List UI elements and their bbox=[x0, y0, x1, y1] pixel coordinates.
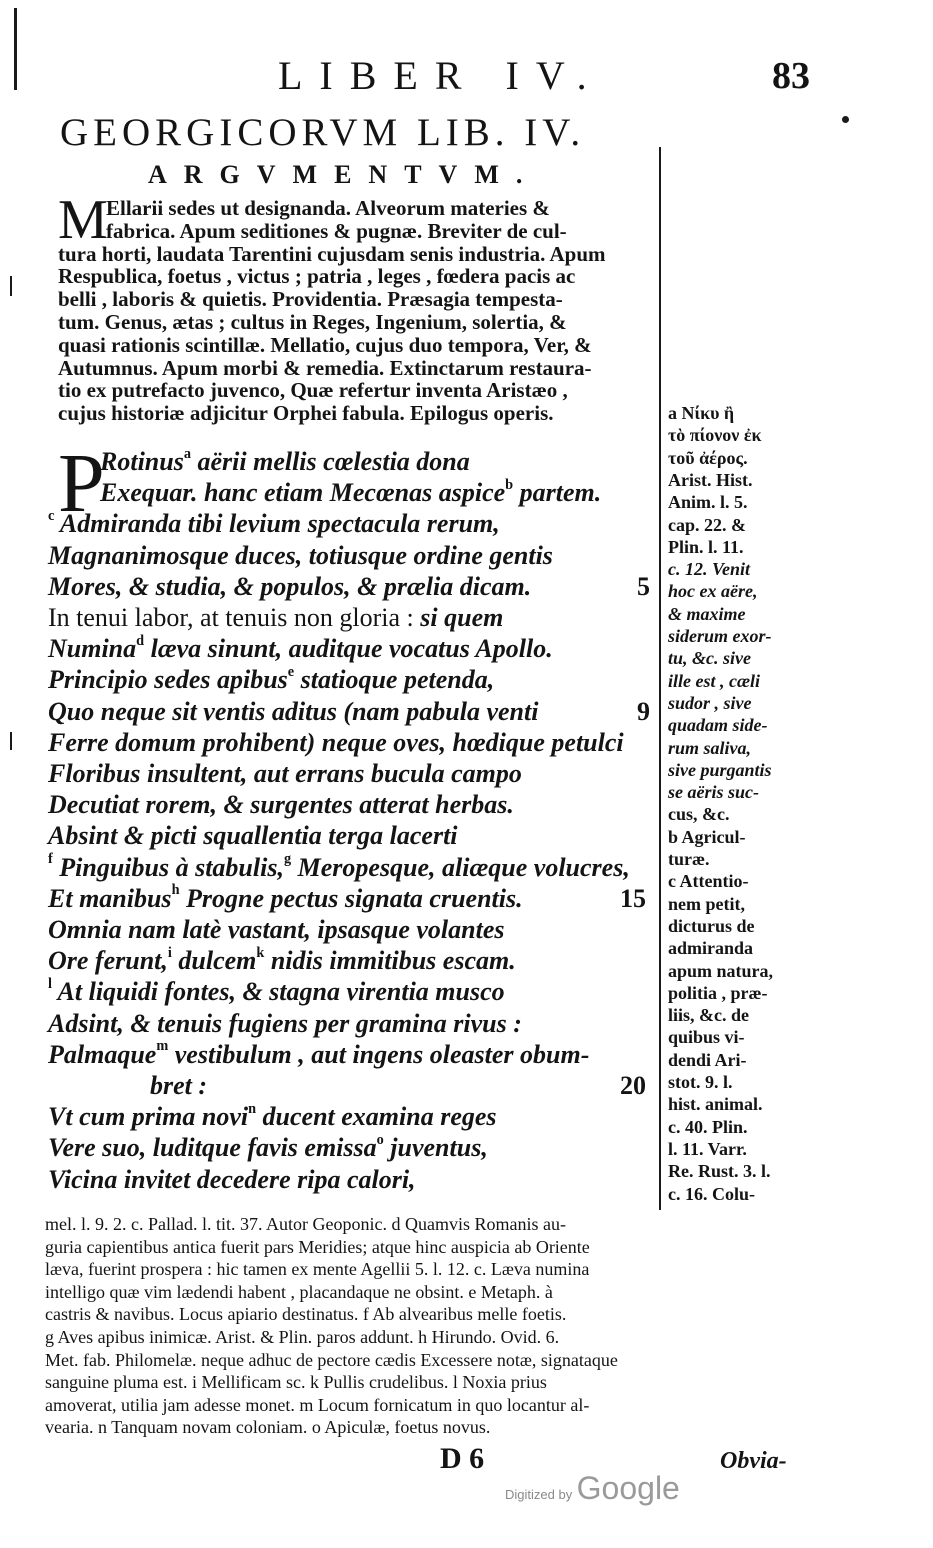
line-number: 20 bbox=[620, 1071, 646, 1100]
verse-text: Et manibus bbox=[48, 883, 172, 913]
side-note-line: tu, &c. sive bbox=[668, 648, 751, 669]
verse-line bbox=[48, 790, 514, 820]
margin-mark-mid bbox=[10, 276, 12, 296]
side-note-line: cus, &c. bbox=[668, 804, 730, 825]
verse-line bbox=[48, 1165, 416, 1195]
verse-line bbox=[48, 572, 531, 602]
side-note-line: a Νίκυ ἢ bbox=[668, 403, 735, 423]
verse-line bbox=[48, 977, 505, 1007]
verse-line bbox=[48, 1102, 497, 1132]
note-ref: f bbox=[48, 851, 53, 868]
footnote-line: mel. l. 9. 2. c. Pallad. l. tit. 37. Autor Geoponic. d Quamvis Romanis au- bbox=[45, 1214, 566, 1234]
line-number: 15 bbox=[620, 883, 646, 913]
digitized-watermark bbox=[505, 1470, 680, 1507]
side-note-line: turæ. bbox=[668, 849, 710, 869]
note-ref: e bbox=[287, 663, 295, 680]
verse-line bbox=[48, 853, 630, 883]
verse-text: Vicina invitet decedere ripa calori, bbox=[48, 1164, 416, 1194]
side-note-line: b Agricul- bbox=[668, 826, 746, 847]
side-note-line: sive purgantis bbox=[668, 759, 772, 780]
argument-line: belli , laboris & quietis. Providentia. Præsagia tempesta- bbox=[58, 287, 563, 312]
note-ref: h bbox=[171, 882, 180, 899]
side-note-line: c. 16. Colu- bbox=[668, 1183, 755, 1204]
argument-line: cujus historiæ adjicitur Orphei fabula. Epilogus operis. bbox=[58, 401, 554, 426]
side-note-line: rum saliva, bbox=[668, 737, 752, 758]
verse-line bbox=[48, 603, 503, 633]
side-note-line: Re. Rust. 3. l. bbox=[668, 1161, 771, 1182]
verse-line bbox=[48, 697, 538, 727]
verse-line bbox=[48, 665, 494, 695]
verse-line bbox=[48, 1040, 589, 1070]
verse-text: bret : bbox=[150, 1071, 208, 1100]
side-note-line: quadam side- bbox=[668, 715, 768, 736]
footnote-line: vearia. n Tanquam novam coloniam. o Apiculæ, foetus novus. bbox=[45, 1417, 491, 1438]
argument-drop-cap: M bbox=[58, 189, 108, 251]
verse-text: Rotinus bbox=[100, 447, 184, 476]
signature-mark: D 6 bbox=[440, 1442, 485, 1475]
footnote-line: amoverat, utilia jam adesse monet. m Locum fornicatum in quo locantur al- bbox=[45, 1394, 590, 1415]
side-note-line: hoc ex aëre, bbox=[668, 581, 758, 602]
side-note-line: τὸ πίονον ἐκ bbox=[668, 425, 762, 446]
side-note-line: siderum exor- bbox=[668, 626, 772, 646]
argument-line: tio ex putrefacto juvenco, Quæ refertur inventa Aristæo , bbox=[58, 378, 568, 403]
note-ref: o bbox=[376, 1131, 384, 1148]
side-note-line: τοῦ ἀέρος. bbox=[668, 447, 748, 468]
verse-text: At liquidi fontes, & stagna virentia musco bbox=[57, 977, 505, 1007]
verse-text: dulcem bbox=[171, 946, 257, 976]
margin-mark-top bbox=[14, 8, 17, 90]
note-ref: g bbox=[283, 851, 292, 868]
argument-line: fabrica. Apum seditiones & pugnæ. Breviter de cul- bbox=[106, 218, 567, 243]
verse-text: Vere suo, luditque favis emissa bbox=[48, 1133, 377, 1163]
footnote-line: læva, fuerint prospera : hic tamen ex mente Agellii 5. l. 12. c. Læva numina bbox=[45, 1259, 590, 1280]
argument-line: tura horti, laudata Tarentini cujusdam senis industria. Apum bbox=[58, 241, 606, 266]
verse-text: Floribus insultent, aut errans bucula campo bbox=[48, 759, 522, 788]
argument-line: quasi rationis scintillæ. Mellatio, cujus duo tempora, Ver, & bbox=[58, 332, 592, 357]
footnote-line: intelligo quæ vim lædendi habent , placandaque ne obsint. e Metaph. à bbox=[45, 1281, 553, 1302]
note-ref: k bbox=[256, 944, 265, 961]
verse-text: ducent examina reges bbox=[256, 1102, 497, 1132]
footnote-line: guria capientibus antica fuerit pars Meridies; atque hinc auspicia ab Oriente bbox=[45, 1236, 590, 1257]
note-ref: l bbox=[48, 975, 52, 992]
verse-line bbox=[150, 1071, 207, 1101]
verse-text: Exequar. hanc etiam Mecœnas aspice bbox=[100, 478, 506, 508]
google-logo: Google bbox=[576, 1470, 680, 1506]
verse-text: Palmaque bbox=[48, 1039, 157, 1069]
side-note-line: dicturus de bbox=[668, 915, 755, 936]
side-note-line: l. 11. Varr. bbox=[668, 1138, 747, 1159]
side-note-line: sudor , sive bbox=[668, 692, 752, 713]
footnote-line: Met. fab. Philomelæ. neque adhuc de pectore cædis Excessere notæ, signataque bbox=[45, 1349, 618, 1370]
side-note-line: dendi Ari- bbox=[668, 1049, 747, 1070]
verse-text: partem. bbox=[513, 478, 602, 508]
verse-text: Numina bbox=[48, 634, 137, 664]
verse-line bbox=[48, 634, 553, 664]
verse-text: Principio sedes apibus bbox=[48, 665, 288, 695]
verse-text: læva sinunt, auditque vocatus Apollo. bbox=[144, 634, 553, 664]
argument-line: Ellarii sedes ut designanda. Alveorum materies & bbox=[106, 196, 550, 220]
verse-drop-cap: P bbox=[58, 437, 105, 530]
verse-line bbox=[100, 478, 601, 508]
verse-text: Ferre domum prohibent) neque oves, hœdique petulci bbox=[48, 727, 624, 757]
verse-text: Magnanimosque duces, totiusque ordine gentis bbox=[48, 540, 553, 570]
verse-line bbox=[48, 1133, 488, 1163]
side-note-line: ille est , cæli bbox=[668, 670, 760, 691]
note-ref: b bbox=[505, 476, 514, 493]
verse-line bbox=[48, 915, 505, 945]
verse-line bbox=[48, 884, 523, 914]
verse-line bbox=[48, 821, 458, 851]
verse-text: Absint & picti squallentia terga lacerti bbox=[48, 821, 458, 851]
verse-line bbox=[48, 946, 516, 976]
verse-line bbox=[48, 759, 522, 789]
side-note-line: nem petit, bbox=[668, 893, 745, 914]
verse-text: Adsint, & tenuis fugiens per gramina rivus : bbox=[48, 1008, 522, 1038]
footnote-line: castris & navibus. Locus apiario destinatus. f Ab alvearibus melle foetis. bbox=[45, 1304, 567, 1325]
note-ref: n bbox=[248, 1100, 257, 1117]
side-note-line: Arist. Hist. bbox=[668, 469, 753, 490]
side-note-line: liis, &c. de bbox=[668, 1005, 749, 1026]
verse-text: Progne pectus signata cruentis. bbox=[179, 883, 523, 913]
side-note-line: apum natura, bbox=[668, 960, 774, 981]
side-note-line: c. 12. Venit bbox=[668, 559, 751, 580]
column-rule bbox=[659, 147, 661, 1210]
argument-line: Autumnus. Apum morbi & remedia. Extinctarum restaura- bbox=[58, 355, 592, 380]
argument-line: tum. Genus, ætas ; cultus in Reges, Ingenium, solertia, & bbox=[58, 310, 567, 334]
note-ref: a bbox=[183, 445, 191, 462]
argument-line: Respublica, foetus , victus ; patria , leges , fœdera pacis ac bbox=[58, 264, 576, 289]
side-note-line: cap. 22. & bbox=[668, 514, 746, 535]
side-note-line: hist. animal. bbox=[668, 1094, 763, 1115]
verse-text: Meropesque, aliæque volucres, bbox=[291, 852, 630, 882]
margin-mark-low bbox=[10, 732, 12, 750]
verse-line bbox=[48, 1009, 522, 1039]
footnote-line: sanguine pluma est. i Mellificam sc. k Pullis crudelibus. l Noxia prius bbox=[45, 1372, 547, 1393]
verse-text: Decutiat rorem, & surgentes atterat herbas. bbox=[48, 790, 514, 820]
note-ref: i bbox=[167, 944, 172, 961]
line-number: 9 bbox=[637, 696, 650, 726]
side-note-line: Anim. l. 5. bbox=[668, 492, 748, 513]
verse-text: In tenui labor, at tenuis non gloria : bbox=[48, 603, 414, 632]
verse-text: statioque petenda, bbox=[294, 665, 495, 695]
verse-text: aërii mellis cœlestia dona bbox=[190, 447, 470, 476]
note-ref: m bbox=[156, 1038, 169, 1055]
line-number: 5 bbox=[637, 571, 650, 601]
verse-text: Pinguibus à stabulis, bbox=[59, 852, 284, 882]
side-note-line: stot. 9. l. bbox=[668, 1072, 733, 1092]
verse-text: nidis immitibus escam. bbox=[264, 946, 516, 976]
running-title: LIBER IV. bbox=[278, 53, 604, 98]
side-note-line: quibus vi- bbox=[668, 1027, 745, 1048]
verse-line bbox=[48, 728, 624, 758]
catchword: Obvia- bbox=[720, 1448, 787, 1474]
verse-text: Ore ferunt, bbox=[48, 946, 168, 976]
side-note-line: & maxime bbox=[668, 603, 746, 624]
side-note-line: c Attentio- bbox=[668, 871, 749, 892]
argument-heading: ARGVMENTVM. bbox=[148, 160, 540, 189]
verse-text: Mores, & studia, & populos, & prælia dicam. bbox=[48, 571, 532, 601]
side-note-line: Plin. l. 11. bbox=[668, 536, 744, 557]
verse-text: vestibulum , aut ingens oleaster obum- bbox=[168, 1039, 590, 1069]
verse-text: Omnia nam latè vastant, ipsasque volantes bbox=[48, 915, 505, 944]
side-note-line: se aëris suc- bbox=[668, 782, 759, 803]
verse-line bbox=[48, 509, 500, 539]
verse-line bbox=[100, 447, 470, 477]
verse-text: juventus, bbox=[383, 1133, 488, 1163]
verse-text: Vt cum prima novi bbox=[48, 1102, 249, 1132]
verse-text: Admiranda tibi levium spectacula rerum, bbox=[59, 509, 500, 539]
verse-text: si quem bbox=[413, 603, 504, 632]
footnote-line: g Aves apibus inimicæ. Arist. & Plin. paros addunt. h Hirundo. Ovid. 6. bbox=[45, 1327, 560, 1347]
verse-line bbox=[48, 541, 553, 571]
note-ref: d bbox=[136, 632, 145, 649]
side-note-line: politia , præ- bbox=[668, 982, 768, 1003]
side-note-line: admiranda bbox=[668, 938, 754, 959]
bullet-dot bbox=[842, 116, 849, 123]
side-note-line: c. 40. Plin. bbox=[668, 1116, 748, 1137]
note-ref: c bbox=[48, 507, 55, 524]
page-number: 83 bbox=[772, 55, 810, 97]
verse-text: Quo neque sit ventis aditus (nam pabula venti bbox=[48, 696, 539, 726]
digitized-prefix: Digitized by bbox=[505, 1487, 573, 1502]
book-title: GEORGICORVM LIB. IV. bbox=[60, 111, 586, 154]
